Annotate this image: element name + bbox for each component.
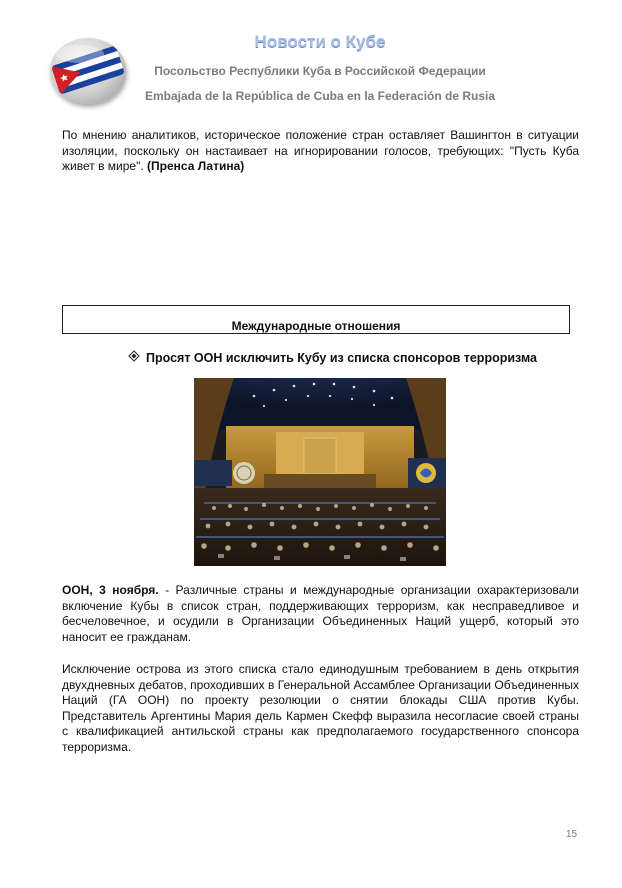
embassy-name-spanish: Embajada de la República de Cuba en la Federación de Rusia xyxy=(144,89,496,103)
intro-paragraph xyxy=(62,128,579,175)
diamond-bullet-icon xyxy=(128,350,140,365)
section-title: Международные отношения xyxy=(231,319,401,333)
un-general-assembly-hall-photo xyxy=(194,378,446,566)
article-dateline: ООН, 3 ноября. xyxy=(62,583,159,597)
article-paragraph-1-text: - Различные страны и международные организации охарактеризовали включение Кубы в список стран, поддерживающих терроризм, как несправедливое и бесчеловечное, и осудили в Организации Объединенных Наций ущерб, который это наносит ее гражданам. xyxy=(62,583,579,644)
intro-text: По мнению аналитиков, историческое положение стран оставляет Вашингтон в ситуации изоляции, поскольку он настаивает на игнорировании голосов, требующих: "Пусть Куба живет в мире". xyxy=(62,128,579,173)
masthead-title: Новости о Кубе xyxy=(254,32,386,51)
embassy-name-russian: Посольство Республики Куба в Российской Федерации xyxy=(154,64,486,78)
page-number: 15 xyxy=(566,829,578,840)
article-paragraph-2: Исключение острова из этого списка стало единодушным требованием в день открытия двухдневных дебатов, проходивших в Генеральной Ассамблее Организации Объединенных Наций (ГА ООН) по проекту резолюции о снятии блокады США против Кубы. Представитель Аргентины Мария дель Кармен Скефф выразила несогласие своей страны с квалификацией антильской страны как предполагаемого государственного спонсора терроризма. xyxy=(62,662,579,754)
section-header-box xyxy=(62,305,570,334)
article-headline xyxy=(128,350,537,365)
headline-text: Просят ООН исключить Кубу из списка спонсоров терроризма xyxy=(146,351,537,365)
article-paragraph-1 xyxy=(62,583,579,645)
intro-source: (Пренса Латина) xyxy=(147,159,245,173)
